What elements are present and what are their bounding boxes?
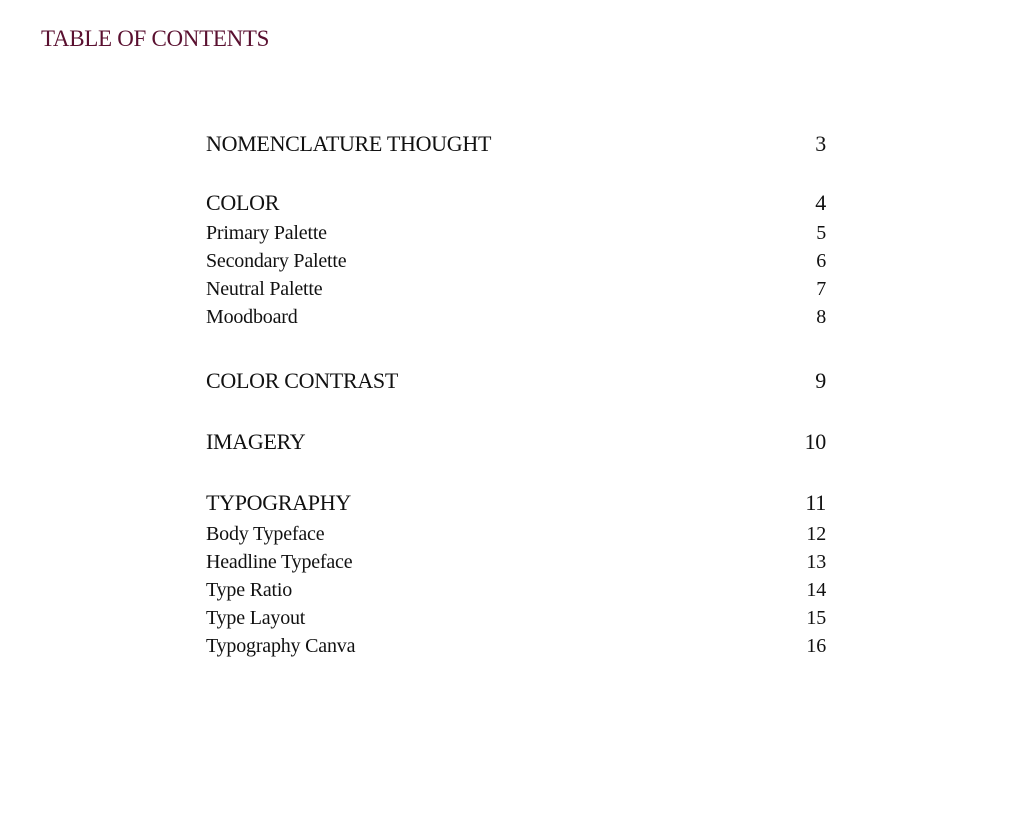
toc-entry-color-contrast[interactable] (206, 368, 826, 394)
toc-entry-page: 15 (806, 607, 826, 629)
toc-entry-label: Headline Typeface (206, 551, 353, 573)
toc-entry-label: Typography Canva (206, 635, 356, 657)
toc-entry-label: Type Ratio (206, 579, 293, 601)
toc-entry-primary-palette[interactable] (206, 222, 826, 245)
toc-entry-label: COLOR CONTRAST (206, 368, 398, 393)
toc-entry-page: 7 (816, 278, 826, 300)
toc-entry-label: Secondary Palette (206, 250, 347, 272)
toc-entry-label: IMAGERY (206, 429, 306, 454)
toc-entry-type-ratio[interactable] (206, 579, 826, 602)
toc-entry-page: 11 (805, 490, 826, 515)
toc-entry-page: 9 (815, 368, 826, 393)
toc-entry-page: 16 (806, 635, 826, 657)
page-title: TABLE OF CONTENTS (41, 26, 270, 51)
toc-entry-label: TYPOGRAPHY (206, 490, 351, 515)
toc-entry-label: Moodboard (206, 306, 298, 328)
toc-entry-neutral-palette[interactable] (206, 278, 826, 301)
toc-entry-type-layout[interactable] (206, 607, 826, 630)
toc-entry-moodboard[interactable] (206, 306, 826, 329)
toc-entry-typography[interactable] (206, 490, 826, 516)
toc-entry-typography-canva[interactable] (206, 635, 826, 658)
toc-entry-page: 12 (806, 523, 826, 545)
toc-entry-page: 8 (816, 306, 826, 328)
toc-entry-page: 14 (806, 579, 826, 601)
toc-entry-label: COLOR (206, 190, 280, 215)
toc-entry-page: 13 (806, 551, 826, 573)
toc-entry-label: Type Layout (206, 607, 306, 629)
toc-entry-label: Neutral Palette (206, 278, 323, 300)
toc-entry-page: 6 (816, 250, 826, 272)
toc-entry-page: 3 (815, 131, 826, 156)
toc-entry-headline-typeface[interactable] (206, 551, 826, 574)
toc-entry-body-typeface[interactable] (206, 523, 826, 546)
toc-entry-label: NOMENCLATURE THOUGHT (206, 131, 492, 156)
toc-entry-color[interactable] (206, 190, 826, 216)
toc-entry-label: Body Typeface (206, 523, 325, 545)
toc-entry-page: 4 (815, 190, 826, 215)
toc-entry-imagery[interactable] (206, 429, 826, 455)
toc-entry-page: 10 (804, 429, 826, 454)
toc-entry-label: Primary Palette (206, 222, 327, 244)
toc-entry-page: 5 (816, 222, 826, 244)
toc-entry-secondary-palette[interactable] (206, 250, 826, 273)
toc-entry-nomenclature-thought[interactable] (206, 131, 826, 157)
